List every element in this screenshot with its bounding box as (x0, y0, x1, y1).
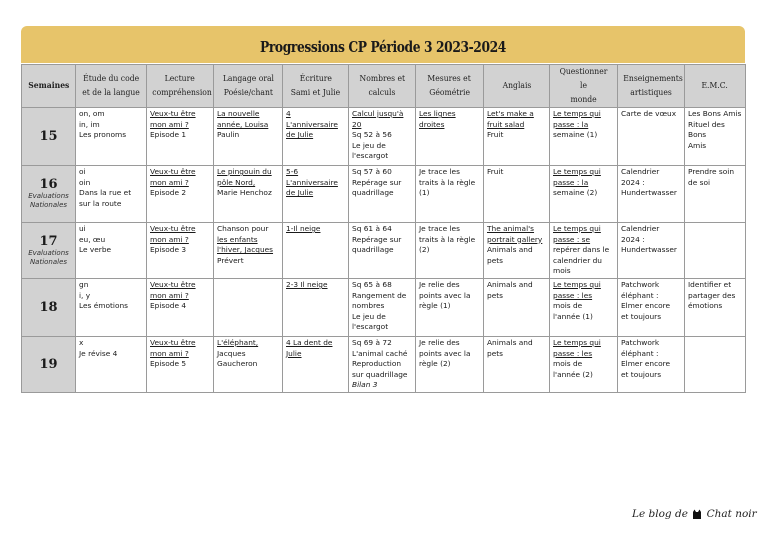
column-header-line: Sami et Julie (290, 88, 341, 98)
table-cell (349, 223, 416, 279)
cell-line: passe : la (553, 177, 589, 187)
cell-line: Episode 3 (150, 245, 187, 255)
table-cell (214, 337, 283, 393)
cell-line: eu, œu (79, 234, 106, 244)
cell-line: mois (553, 266, 571, 276)
table-row (22, 279, 746, 337)
cell-line: Animals and (487, 280, 533, 289)
column-header (22, 65, 76, 108)
table-cell (550, 108, 618, 166)
cell-line: Je relie des (419, 338, 460, 347)
cell-line: Les Bons Amis (688, 109, 742, 118)
cell-line: de Julie (286, 188, 314, 198)
cell-line: mon ami ? (150, 234, 189, 244)
cell-line: 4 (286, 109, 291, 118)
cell-line: 2-3 Il neige (286, 280, 328, 289)
cell-line: Le jeu de (352, 140, 386, 150)
cell-line: Animals and (487, 245, 533, 255)
cell-line: 2024 : (621, 177, 645, 187)
table-cell (147, 279, 214, 337)
cell-line: Let's make a (487, 109, 534, 118)
cell-line: l'escargot (352, 151, 389, 161)
week-note: Nationales (29, 257, 68, 266)
cell-line: pets (487, 255, 503, 265)
cell-line: Je révise 4 (79, 348, 118, 358)
cell-line: pôle Nord, (217, 177, 256, 187)
table-cell (685, 279, 746, 337)
table-cell (76, 108, 147, 166)
week-note: Evaluations (28, 192, 69, 200)
cell-line: passe : la (553, 119, 589, 129)
cell-line: La nouvelle (217, 109, 260, 118)
column-header-line: compréhension (152, 88, 212, 98)
column-header-line: Étude du code (82, 74, 140, 84)
cell-line: pets (487, 348, 503, 358)
cell-line: Animals and (487, 338, 533, 347)
cell-line: portrait gallery (487, 234, 543, 244)
cell-line: points avec la (419, 348, 471, 358)
cell-line: Marie Henchoz (217, 188, 272, 198)
cell-line: Le temps qui (553, 109, 601, 118)
cell-line: mon ami ? (150, 348, 189, 358)
table-cell (147, 166, 214, 223)
cell-line: L'anniversaire (286, 177, 338, 187)
cell-line: 1-Il neige (286, 224, 321, 233)
cell-line: Dans la rue et (79, 188, 132, 198)
cell-line: oin (79, 177, 91, 187)
cell-line: Le verbe (79, 245, 112, 255)
cell-line: partager des (688, 290, 736, 300)
cell-line: passe : les (553, 290, 593, 300)
table-row (22, 223, 746, 279)
table-cell (283, 108, 349, 166)
cell-line: mois de (553, 359, 583, 369)
table-cell (550, 279, 618, 337)
cell-line: Le temps qui (553, 167, 601, 176)
table-cell (416, 223, 484, 279)
cell-line: traits à la règle (419, 177, 476, 187)
table-cell (618, 108, 685, 166)
cell-line: Veux-tu être (150, 280, 196, 289)
table-cell (214, 279, 283, 337)
cell-line: 20 (352, 119, 362, 129)
table-cell (484, 279, 550, 337)
column-header-line: Géométrie (429, 88, 470, 98)
column-header-line: Poésie/chant (223, 88, 273, 98)
cell-line: sur la route (79, 198, 122, 208)
cell-line: Veux-tu être (150, 109, 196, 118)
week-number: 15 (39, 128, 58, 144)
table-row (22, 108, 746, 166)
table-cell (416, 279, 484, 337)
table-cell (283, 337, 349, 393)
week-number: 17 (39, 233, 58, 249)
cell-line: Julie (286, 348, 302, 358)
cell-line: les enfants (217, 234, 258, 244)
cell-line: Calendrier (621, 167, 660, 176)
table-cell (349, 337, 416, 393)
cell-line: Carte de vœux (621, 109, 677, 118)
cell-line: Jacques (217, 348, 246, 358)
table-row (22, 337, 746, 393)
table-cell (214, 223, 283, 279)
table-cell (550, 166, 618, 223)
table-cell (214, 108, 283, 166)
cell-line: Episode 2 (150, 188, 187, 198)
table-cell (76, 279, 147, 337)
title-bar (21, 26, 745, 63)
cell-line: passe : se (553, 234, 591, 244)
column-header (484, 65, 550, 108)
cell-line: in, im (79, 119, 100, 129)
cell-line: pets (487, 290, 503, 300)
table-cell (618, 337, 685, 393)
column-header-line: E.M.C. (701, 81, 729, 91)
week-cell (22, 337, 76, 393)
table-header-row (22, 65, 746, 108)
cell-line: Sq 61 à 64 (352, 224, 392, 233)
cell-line: Veux-tu être (150, 224, 196, 233)
cell-line: Sq 69 à 72 (352, 338, 392, 347)
cat-icon (692, 509, 702, 520)
column-header (618, 65, 685, 108)
week-note: Evaluations (28, 248, 69, 257)
cell-line: Repérage sur (352, 234, 402, 244)
cell-line: Les émotions (79, 301, 129, 311)
week-cell (22, 279, 76, 337)
table-cell (484, 166, 550, 223)
cell-line: Bilan 3 (352, 380, 378, 390)
cell-line: Prévert (217, 255, 244, 265)
cell-line: Reproduction (352, 359, 402, 369)
cell-line: 4 La dent de (286, 338, 333, 347)
cell-line: éléphant : (621, 348, 659, 358)
cell-line: Je relie des (419, 280, 460, 289)
cell-line: l'hiver, Jacques (217, 245, 274, 255)
cell-line: Le temps qui (553, 280, 601, 289)
table-cell (76, 337, 147, 393)
cell-line: Les lignes (419, 109, 456, 118)
column-header-line: Questionner le (559, 67, 608, 91)
table-cell (618, 223, 685, 279)
cell-line: repérer dans le (553, 245, 610, 255)
column-header-line: artistiques (630, 88, 672, 98)
cell-line: Calendrier (621, 224, 660, 233)
column-header-line: Écriture (299, 74, 332, 84)
column-header (214, 65, 283, 108)
table-cell (618, 279, 685, 337)
table-cell (685, 337, 746, 393)
cell-line: Amis (688, 140, 707, 150)
cell-line: de soi (688, 177, 711, 187)
table-cell (147, 337, 214, 393)
cell-line: Je trace les (419, 224, 460, 233)
cell-line: Patchwork (621, 338, 660, 347)
signature-left: Le blog de (632, 508, 688, 520)
cell-line: mois de (553, 301, 583, 311)
cell-line: Le jeu de (352, 311, 386, 321)
cell-line: Episode 1 (150, 130, 187, 140)
cell-line: règle (1) (419, 301, 451, 311)
cell-line: on, om (79, 109, 105, 118)
page-title: Progressions CP Période 3 2023-2024 (260, 37, 506, 56)
cell-line: de Julie (286, 130, 314, 140)
column-header (283, 65, 349, 108)
cell-line: i, y (79, 290, 91, 300)
cell-line: mon ami ? (150, 177, 189, 187)
cell-line: 2024 : (621, 234, 645, 244)
column-header-line: et de la langue (82, 88, 140, 98)
cell-line: Veux-tu être (150, 338, 196, 347)
cell-line: Veux-tu être (150, 167, 196, 176)
week-cell (22, 108, 76, 166)
cell-line: nombres (352, 301, 385, 311)
cell-line: L'animal caché (352, 348, 408, 358)
table-cell (283, 279, 349, 337)
table-cell (484, 337, 550, 393)
column-header-line: calculs (368, 88, 396, 98)
column-header-line: Lecture (164, 74, 196, 84)
progression-table (21, 64, 746, 393)
table-cell (76, 166, 147, 223)
cell-line: l'année (2) (553, 369, 593, 379)
table-cell (685, 166, 746, 223)
cell-line: Hundertwasser (621, 245, 677, 255)
week-note: Nationales (29, 201, 68, 209)
table-cell (349, 108, 416, 166)
cell-line: émotions (688, 301, 723, 311)
cell-line: et toujours (621, 369, 662, 379)
table-cell (550, 337, 618, 393)
cell-line: Patchwork (621, 280, 660, 289)
signature-right: Chat noir (706, 508, 757, 520)
cell-line: Paulin (217, 130, 240, 140)
cell-line: l'escargot (352, 322, 389, 332)
cell-line: Episode 4 (150, 301, 187, 311)
cell-line: semaine (1) (553, 130, 598, 140)
week-cell (22, 223, 76, 279)
cell-line: L'éléphant, (217, 338, 259, 347)
cell-line: Le pingouin du (217, 167, 272, 176)
cell-line: Sq 65 à 68 (352, 280, 392, 289)
blog-signature (632, 508, 757, 528)
cell-line: quadrillage (352, 245, 394, 255)
week-number: 19 (39, 356, 58, 372)
cell-line: Fruit (487, 167, 504, 176)
cell-line: l'année (1) (553, 311, 593, 321)
cell-line: Fruit (487, 130, 504, 140)
week-cell (22, 166, 76, 223)
table-cell (147, 108, 214, 166)
cell-line: année, Louisa (217, 119, 269, 129)
cell-line: éléphant : (621, 290, 659, 300)
cell-line: Hundertwasser (621, 188, 677, 198)
cell-line: Elmer encore (621, 301, 671, 311)
cell-line: Rangement de (352, 290, 407, 300)
table-cell (685, 108, 746, 166)
column-header (349, 65, 416, 108)
table-cell (416, 166, 484, 223)
cell-line: x (79, 338, 84, 347)
cell-line: Le temps qui (553, 224, 601, 233)
cell-line: semaine (2) (553, 188, 598, 198)
table-row (22, 166, 746, 223)
table-body (22, 108, 746, 393)
table-cell (618, 166, 685, 223)
cell-line: Episode 5 (150, 359, 187, 369)
cell-line: droites (419, 119, 445, 129)
cell-line: règle (2) (419, 359, 451, 369)
table-cell (550, 223, 618, 279)
table-cell (416, 337, 484, 393)
column-header-line: Langage oral (222, 74, 274, 84)
cell-line: Chanson pour (217, 224, 269, 233)
table-cell (416, 108, 484, 166)
cell-line: traits à la règle (419, 234, 476, 244)
cell-line: Le temps qui (553, 338, 601, 347)
cell-line: Rituel des Bons (688, 119, 725, 140)
column-header-line: Anglais (502, 81, 531, 91)
cell-line: (2) (419, 245, 430, 255)
cell-line: sur quadrillage (352, 369, 408, 379)
table-cell (484, 223, 550, 279)
column-header-line: Nombres et (359, 74, 405, 84)
table-cell (283, 223, 349, 279)
cell-line: oi (79, 167, 86, 176)
table-cell (76, 223, 147, 279)
column-header (147, 65, 214, 108)
column-header (416, 65, 484, 108)
cell-line: Je trace les (419, 167, 460, 176)
table-cell (484, 108, 550, 166)
cell-line: et toujours (621, 311, 662, 321)
cell-line: passe : les (553, 348, 593, 358)
cell-line: calendrier du (553, 255, 602, 265)
cell-line: Prendre soin (688, 167, 735, 176)
table-cell (214, 166, 283, 223)
table-cell (349, 279, 416, 337)
cell-line: ui (79, 224, 86, 233)
column-header-line: Semaines (27, 81, 70, 91)
cell-line: Elmer encore (621, 359, 671, 369)
table-cell (147, 223, 214, 279)
cell-line: points avec la (419, 290, 471, 300)
column-header (76, 65, 147, 108)
cell-line: Identifier et (688, 280, 732, 289)
cell-line: L'anniversaire (286, 119, 338, 129)
column-header-line: Enseignements (623, 74, 683, 84)
table-cell (685, 223, 746, 279)
cell-line: Les pronoms (79, 130, 127, 140)
table-cell (349, 166, 416, 223)
column-header-line: Mesures et (427, 74, 472, 84)
cell-line: Repérage sur (352, 177, 402, 187)
cell-line: Calcul jusqu'à (352, 109, 404, 118)
cell-line: (1) (419, 188, 430, 198)
cell-line: Sq 52 à 56 (352, 130, 392, 140)
week-number: 18 (39, 299, 58, 315)
cell-line: mon ami ? (150, 119, 189, 129)
cell-line: mon ami ? (150, 290, 189, 300)
cell-line: fruit salad (487, 119, 525, 129)
cell-line: gn (79, 280, 89, 289)
cell-line: The animal's (487, 224, 535, 233)
cell-line: Sq 57 à 60 (352, 167, 392, 176)
cell-line: 5-6 (286, 167, 299, 176)
column-header-line: monde (570, 95, 597, 105)
week-number: 16 (39, 177, 58, 192)
cell-line: Gaucheron (217, 359, 258, 369)
column-header (550, 65, 618, 108)
column-header (685, 65, 746, 108)
cell-line: quadrillage (352, 188, 394, 198)
table-cell (283, 166, 349, 223)
